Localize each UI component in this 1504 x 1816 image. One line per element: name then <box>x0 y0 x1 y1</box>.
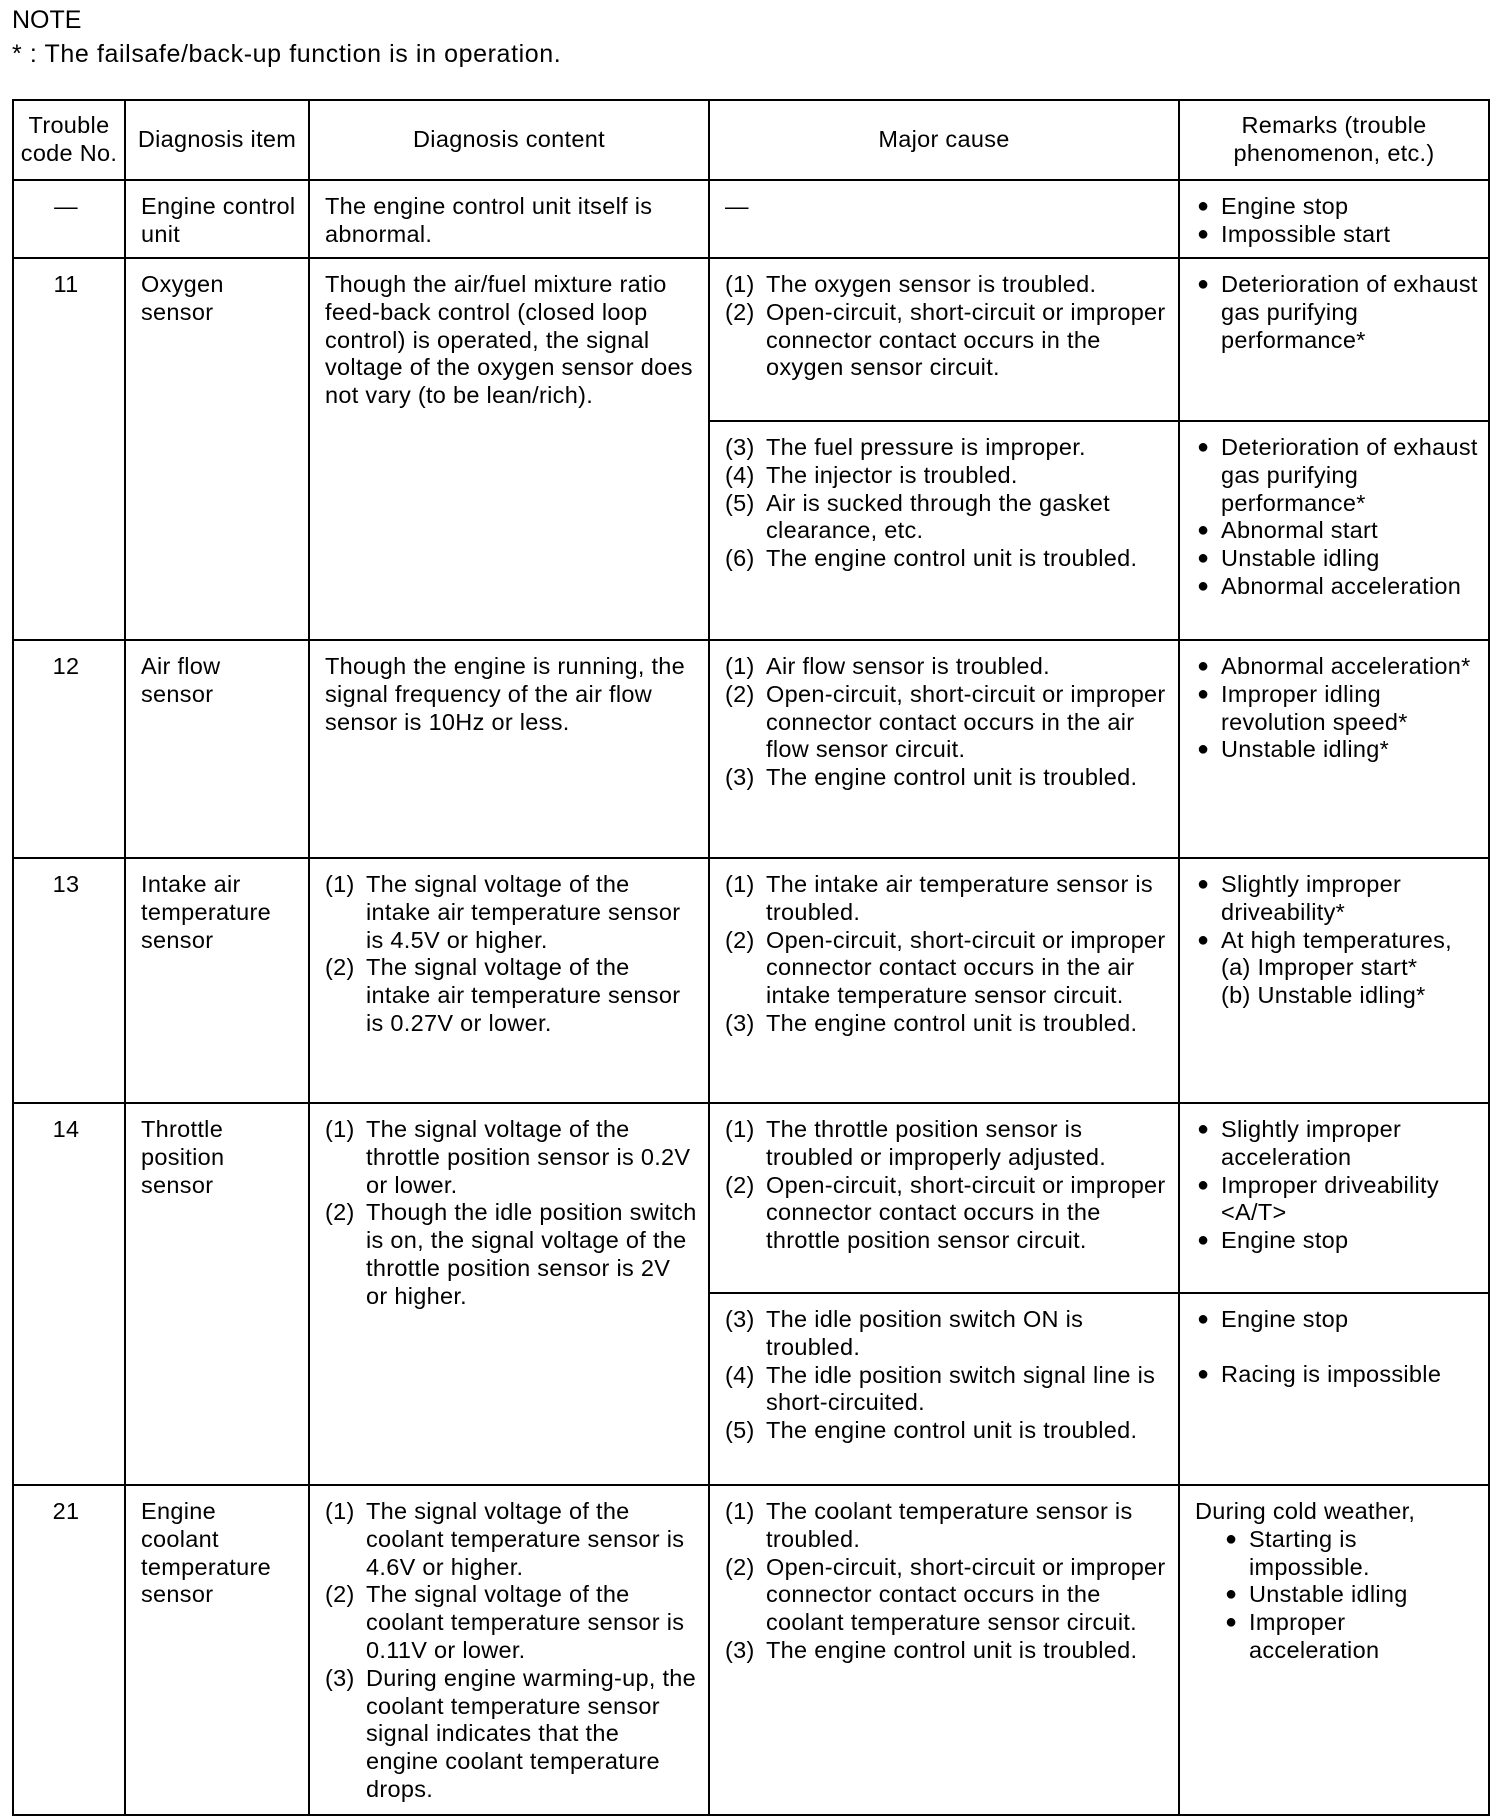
major-cause: — <box>709 180 1179 258</box>
remark-subitem: (b) Unstable idling* <box>1221 982 1426 1009</box>
diagnosis-content: The engine control unit itself is abnormal. <box>309 180 709 258</box>
content-item: (1) The signal voltage of the throttle position sensor is 0.2V or lower. <box>325 1116 691 1198</box>
note-marker: * <box>12 40 23 68</box>
diagnosis-table <box>12 99 1490 1816</box>
note-line <box>12 40 561 68</box>
cause-item: (6) The engine control unit is troubled. <box>725 545 1138 572</box>
remark-item: ● Unstable idling <box>1197 545 1380 572</box>
cause-item: (2) Open-circuit, short-circuit or improper connector contact occurs in the throttle position sensor circuit. <box>725 1171 1166 1254</box>
major-cause <box>709 640 1179 858</box>
table-row <box>13 858 1489 1103</box>
cause-item: (3) The engine control unit is troubled. <box>725 1636 1138 1663</box>
content-item: (1) The signal voltage of the intake air temperature sensor is 4.5V or higher. <box>325 871 681 953</box>
remarks-intro: During cold weather, <box>1195 1498 1416 1524</box>
table-row <box>13 180 1489 258</box>
remark-item: ● Racing is impossible <box>1197 1360 1442 1387</box>
major-cause <box>709 1485 1179 1815</box>
remark-item: ● Unstable idling <box>1225 1581 1408 1608</box>
remarks <box>1179 421 1489 640</box>
trouble-code: 21 <box>13 1485 125 1815</box>
note-title: NOTE <box>12 6 82 34</box>
remark-item: ● Improper acceleration <box>1225 1609 1380 1663</box>
diagnosis-item: Engine control unit <box>125 180 309 258</box>
cause-item: (3) The engine control unit is troubled. <box>725 764 1138 791</box>
content-item: (1) The signal voltage of the coolant temperature sensor is 4.6V or higher. <box>325 1498 685 1580</box>
remark-item: ● Abnormal acceleration* <box>1197 653 1471 679</box>
remark-item: ● Engine stop <box>1197 193 1349 219</box>
header-diagnosis-item: Diagnosis item <box>125 100 309 180</box>
trouble-code: — <box>13 180 125 258</box>
note-separator: : <box>29 40 38 68</box>
remarks <box>1179 180 1489 258</box>
major-cause <box>709 858 1179 1103</box>
note-text: The failsafe/back-up function is in operation. <box>44 40 562 68</box>
cause-item: (5) Air is sucked through the gasket clearance, etc. <box>725 489 1111 544</box>
content-item: (2) The signal voltage of the intake air temperature sensor is 0.27V or lower. <box>325 954 681 1036</box>
table-row <box>13 1485 1489 1815</box>
table-row <box>13 258 1489 421</box>
remark-subitem: (a) Improper start* <box>1221 954 1418 981</box>
remark-item: ● Slightly improper acceleration <box>1197 1116 1402 1170</box>
content-item: (3) During engine warming-up, the coolant temperature sensor signal indicates that the engine coolant temperature drops. <box>325 1664 697 1802</box>
major-cause <box>709 1103 1179 1293</box>
remarks <box>1179 858 1489 1103</box>
cause-item: (4) The idle position switch signal line is short-circuited. <box>725 1361 1156 1416</box>
trouble-code: 13 <box>13 858 125 1103</box>
cause-item: (2) Open-circuit, short-circuit or improper connector contact occurs in the air flow sensor circuit. <box>725 680 1166 763</box>
diagnosis-content: Though the engine is running, the signal frequency of the air flow sensor is 10Hz or less. <box>309 640 709 858</box>
major-cause <box>709 421 1179 640</box>
diagnosis-item: Throttle position sensor <box>125 1103 309 1485</box>
table-row <box>13 1103 1489 1293</box>
diagnosis-item: Engine coolant temperature sensor <box>125 1485 309 1815</box>
remark-item: ● Starting is impossible. <box>1225 1525 1370 1580</box>
content-item: (2) Though the idle position switch is on, the signal voltage of the throttle position sensor is 2V or higher. <box>325 1199 697 1309</box>
cause-item: (1) The oxygen sensor is troubled. <box>725 271 1097 297</box>
table-row <box>13 640 1489 858</box>
remarks <box>1179 1293 1489 1485</box>
header-remarks: Remarks (trouble phenomenon, etc.) <box>1179 100 1489 180</box>
remark-item: ● Deterioration of exhaust gas purifying performance* <box>1197 271 1478 353</box>
remark-item: ● Deterioration of exhaust gas purifying performance* <box>1197 434 1478 516</box>
cause-item: (1) The intake air temperature sensor is troubled. <box>725 871 1153 925</box>
remarks <box>1179 258 1489 421</box>
cause-item: (2) Open-circuit, short-circuit or improper connector contact occurs in the oxygen sensor circuit. <box>725 298 1166 381</box>
remarks <box>1179 1103 1489 1293</box>
header-diagnosis-content: Diagnosis content <box>309 100 709 180</box>
cause-item: (5) The engine control unit is troubled. <box>725 1417 1138 1444</box>
remark-item: ● Engine stop <box>1197 1306 1349 1332</box>
diagnosis-content <box>309 1485 709 1815</box>
diagnosis-item: Air flow sensor <box>125 640 309 858</box>
diagnosis-content <box>309 858 709 1103</box>
cause-item: (1) Air flow sensor is troubled. <box>725 653 1050 679</box>
remarks <box>1179 640 1489 858</box>
diagnosis-item: Intake air temperature sensor <box>125 858 309 1103</box>
remark-item: ● Engine stop <box>1197 1227 1349 1254</box>
cause-item: (1) The throttle position sensor is troubled or improperly adjusted. <box>725 1116 1107 1170</box>
diagnosis-content <box>309 1103 709 1485</box>
major-cause <box>709 1293 1179 1485</box>
cause-item: (1) The coolant temperature sensor is troubled. <box>725 1498 1133 1552</box>
major-cause <box>709 258 1179 421</box>
cause-item: (3) The idle position switch ON is troubled. <box>725 1306 1084 1360</box>
remarks <box>1179 1485 1489 1815</box>
remark-item: ● Slightly improper driveability* <box>1197 871 1402 925</box>
cause-item: (2) Open-circuit, short-circuit or improper connector contact occurs in the coolant temperature sensor circuit. <box>725 1553 1166 1636</box>
cause-item: (3) The fuel pressure is improper. <box>725 434 1086 460</box>
diagnosis-content: Though the air/fuel mixture ratio feed-back control (closed loop control) is operated, the signal voltage of the oxygen sensor does not vary (to be lean/rich). <box>309 258 709 640</box>
remark-item: ● Abnormal acceleration <box>1197 572 1462 599</box>
spacer <box>1195 1334 1478 1361</box>
trouble-code: 11 <box>13 258 125 640</box>
content-item: (2) The signal voltage of the coolant temperature sensor is 0.11V or lower. <box>325 1581 685 1663</box>
cause-item: (4) The injector is troubled. <box>725 461 1018 488</box>
header-major-cause: Major cause <box>709 100 1179 180</box>
remark-item: ● Unstable idling* <box>1197 736 1390 763</box>
diagnosis-item: Oxygen sensor <box>125 258 309 640</box>
remark-item: ● Impossible start <box>1197 220 1391 247</box>
remark-item: ● Abnormal start <box>1197 517 1379 544</box>
cause-item: (3) The engine control unit is troubled. <box>725 1009 1138 1036</box>
header-trouble-code: Trouble code No. <box>13 100 125 180</box>
trouble-code: 12 <box>13 640 125 858</box>
remark-item: ● At high temperatures, <box>1197 926 1452 953</box>
cause-item: (2) Open-circuit, short-circuit or improper connector contact occurs in the air intake temperature sensor circuit. <box>725 926 1166 1009</box>
table-header-row <box>13 100 1489 180</box>
remark-item: ● Improper driveability <A/T> <box>1197 1171 1439 1226</box>
remark-item: ● Improper idling revolution speed* <box>1197 680 1408 735</box>
trouble-code: 14 <box>13 1103 125 1485</box>
